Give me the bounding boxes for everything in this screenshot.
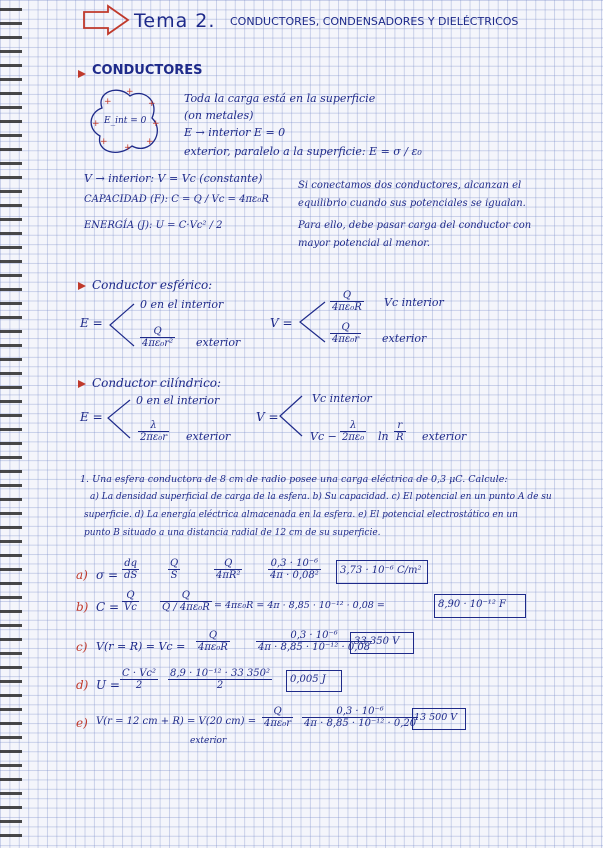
cyl-E-interior: 0 en el interior <box>136 394 220 407</box>
sol-d-f2: $\frac{\text{8,9 · 10⁻¹² · 33 350²}}{2}$ <box>170 668 270 691</box>
note-line-4: mayor potencial al menor. <box>298 238 431 249</box>
sphere-E-interior: 0 en el interior <box>140 298 224 311</box>
svg-text:+: + <box>104 97 112 107</box>
sol-b-lhs: C = <box>96 600 120 614</box>
cyl-V-interior: Vc interior <box>312 392 372 405</box>
sol-b-result: 8,90 · 10⁻¹² F <box>438 599 506 610</box>
sol-b-mid: = 4πε₀R = 4π · 8,85 · 10⁻¹² · 0,08 = <box>214 600 385 611</box>
problem-line-4: punto B situado a una distancia radial de 12 cm de su superficie. <box>84 528 381 538</box>
cyl-E-exterior: exterior <box>186 430 231 443</box>
note-line-1: Si conectamos dos conductores, alcanzan el <box>298 180 522 191</box>
svg-text:+: + <box>100 137 108 147</box>
sphere-E-exterior: exterior <box>196 336 241 349</box>
sol-e-f1: $\frac{Q}{\text{4πε₀r}}$ <box>264 706 292 729</box>
sol-a-label: a) <box>76 568 88 582</box>
sphere-V-lhs: V = <box>270 316 293 330</box>
sol-a-result: 3,73 · 10⁻⁶ C/m² <box>340 565 422 576</box>
section-heading-conductores: CONDUCTORES <box>92 63 203 78</box>
sol-b-f2: $\frac{Q}{\text{Q / 4πε₀R}}$ <box>162 590 210 613</box>
sol-d-lhs: U = <box>96 678 120 692</box>
sol-c-lhs: V(r = R) = Vc = <box>96 640 186 653</box>
problem-line-2: a) La densidad superficial de carga de la esfera. b) Su capacidad. c) El potencial en un punto A de su <box>90 492 552 502</box>
sol-e-sub: exterior <box>190 736 227 746</box>
cyl-V-exterior: exterior <box>422 430 467 443</box>
cyl-V-ln-fraction: $\frac{r}{R}$ <box>396 420 404 443</box>
sol-e-result: 13 500 V <box>414 712 458 723</box>
blob-label: E_int = 0 <box>104 116 147 126</box>
sol-e-lhs: V(r = 12 cm + R) = V(20 cm) = <box>96 716 257 727</box>
sphere-E-fraction: $\frac{Q}{\text{4πε₀r²}}$ <box>142 326 174 349</box>
svg-text:+: + <box>124 143 132 153</box>
bullet-4: exterior, paralelo a la superficie: E = σ / ε₀ <box>184 145 422 158</box>
sol-d-f1: $\frac{\text{C · Vc²}}{2}$ <box>122 668 157 691</box>
bullet-1: Toda la carga está en la superficie <box>184 92 376 105</box>
sphere-E-lhs: E = <box>80 316 103 330</box>
cyl-E-lhs: E = <box>80 410 103 424</box>
item-potential: V → interior: V = Vc (constante) <box>84 172 263 185</box>
cyl-E-fraction: $\frac{\lambda}{\text{2πε₀r}}$ <box>140 420 168 443</box>
cyl-V-pre: Vc − <box>310 430 337 443</box>
sol-a-f1: $\frac{dq}{dS}$ <box>124 558 138 581</box>
sol-a-f3: $\frac{Q}{\text{4πR²}}$ <box>216 558 241 581</box>
sol-c-result: 33 350 V <box>354 636 400 647</box>
note-line-2: equilibrio cuando sus potenciales se igualan. <box>298 198 526 209</box>
problem-line-3: superficie. d) La energía eléctrica almacenada en la esfera. e) El potencial electrostático en un <box>84 510 518 520</box>
item-capacity: CAPACIDAD (F): C = Q / Vc = 4πε₀R <box>84 194 269 205</box>
item-energy: ENERGÍA (J): U = C·Vc² / 2 <box>84 220 223 231</box>
sol-e-label: e) <box>76 716 88 730</box>
bullet-3: E → interior E = 0 <box>184 126 286 139</box>
svg-text:+: + <box>152 119 160 129</box>
title-arrow-icon <box>84 6 128 34</box>
problem-line-1: 1. Una esfera conductora de 8 cm de radio posee una carga eléctrica de 0,3 μC. Calcule: <box>80 474 508 485</box>
note-line-3: Para ello, debe pasar carga del conductor con <box>298 220 532 231</box>
svg-text:+: + <box>148 99 156 109</box>
sol-c-f2: $\frac{\text{0,3 · 10⁻⁶}}{\text{4π · 8,85 · 10⁻¹² · 0,08}}$ <box>258 630 371 653</box>
section-heading-cilindrico: Conductor cilíndrico: <box>92 376 222 390</box>
sol-b-f1: $\frac{Q}{Vc}$ <box>124 590 137 613</box>
sol-a-f2: $\frac{Q}{S}$ <box>170 558 179 581</box>
svg-text:+: + <box>146 137 154 147</box>
svg-text:+: + <box>92 119 100 129</box>
sphere-V-exterior: exterior <box>382 332 427 345</box>
sol-e-f2: $\frac{\text{0,3 · 10⁻⁶}}{\text{4π · 8,85 · 10⁻¹² · 0,20}}$ <box>304 706 417 729</box>
cyl-V-ln: ln <box>378 430 389 443</box>
sol-c-f1: $\frac{Q}{\text{4πε₀R}}$ <box>198 630 228 653</box>
sphere-V-interior: Vc interior <box>384 296 444 309</box>
cyl-V-fraction: $\frac{\lambda}{\text{2πε₀}}$ <box>342 420 365 443</box>
page-title: CONDUCTORES, CONDENSADORES Y DIELÉCTRICOS <box>230 15 519 28</box>
sphere-V-fraction-exterior: $\frac{Q}{\text{4πε₀r}}$ <box>332 322 360 345</box>
sol-d-label: d) <box>76 678 89 692</box>
bullet-2: (on metales) <box>184 109 254 122</box>
sol-a-lhs: σ = <box>96 568 119 582</box>
sol-c-label: c) <box>76 640 88 654</box>
sphere-V-fraction-interior: $\frac{Q}{\text{4πε₀R}}$ <box>332 290 362 313</box>
section-heading-esferico: Conductor esférico: <box>92 278 213 292</box>
cyl-V-lhs: V = <box>256 410 279 424</box>
page-title-number: Tema 2. <box>134 10 216 32</box>
sol-b-label: b) <box>76 600 89 614</box>
svg-text:+: + <box>126 87 134 97</box>
sol-d-result: 0,005 J <box>290 674 326 685</box>
sol-a-f4: $\frac{\text{0,3 · 10⁻⁶}}{\text{4π · 0,08²}}$ <box>270 558 319 581</box>
